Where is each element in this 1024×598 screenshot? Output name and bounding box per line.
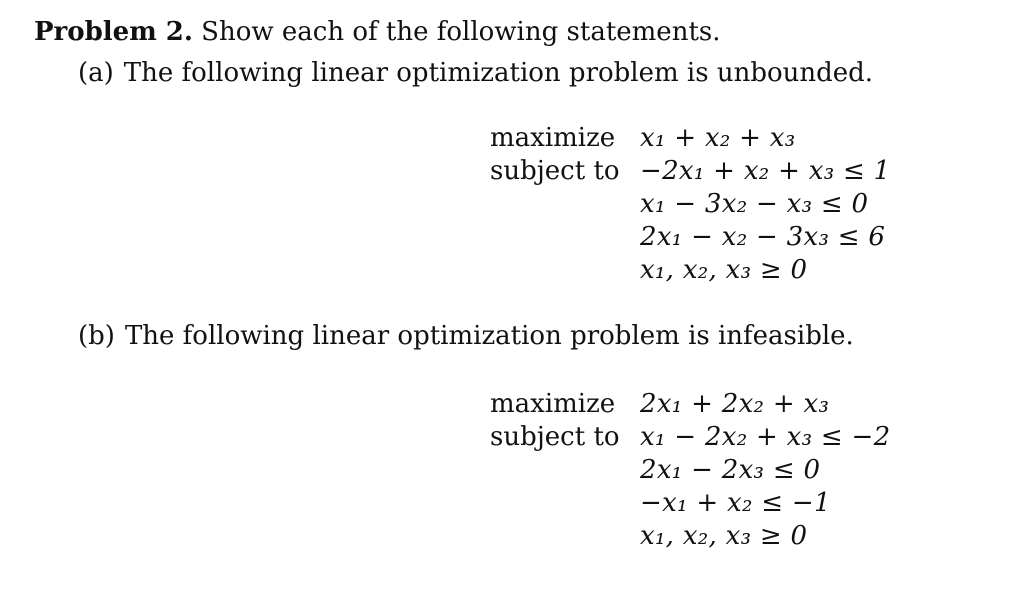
lp-b-constraint-row <box>490 487 890 520</box>
part-b-text: The following linear optimization problem is infeasible. <box>124 321 854 351</box>
lp-a-constraint-2: x₁ − 3x₂ − x₃ ≤ 0 <box>640 189 869 219</box>
lp-a-constraint-row <box>490 188 890 221</box>
lp-a-constraint-row <box>490 254 890 287</box>
lp-b-constraint-2: 2x₁ − 2x₃ ≤ 0 <box>640 455 821 485</box>
lp-a-subject-to-label: subject to <box>490 156 620 186</box>
lp-a-objective: x₁ + x₂ + x₃ <box>640 123 796 153</box>
lp-a <box>490 122 890 287</box>
problem-statement: Show each of the following statements. <box>201 17 721 47</box>
lp-b-constraint-row <box>490 520 890 553</box>
lp-b-constraint-row <box>490 421 890 454</box>
lp-b-objective-row <box>490 388 890 421</box>
lp-b-constraint-3: −x₁ + x₂ ≤ −1 <box>640 488 831 518</box>
lp-a-constraint-3: 2x₁ − x₂ − 3x₃ ≤ 6 <box>640 222 886 252</box>
lp-a-maximize-label: maximize <box>490 123 616 153</box>
lp-b-subject-to-label: subject to <box>490 422 620 452</box>
lp-b-constraint-1: x₁ − 2x₂ + x₃ ≤ −2 <box>640 422 891 452</box>
lp-b-objective: 2x₁ + 2x₂ + x₃ <box>640 389 830 419</box>
part-b-tag: (b) <box>78 321 115 351</box>
lp-b-constraint-row <box>490 454 890 487</box>
lp-a-nonnegativity: x₁, x₂, x₃ ≥ 0 <box>640 255 808 285</box>
part-b-statement <box>78 319 854 353</box>
problem-label: Problem 2. <box>34 17 193 47</box>
part-a-tag: (a) <box>78 58 114 88</box>
part-a-text: The following linear optimization problem is unbounded. <box>123 58 874 88</box>
lp-b <box>490 388 890 553</box>
lp-a-objective-row <box>490 122 890 155</box>
part-a-statement <box>78 56 873 90</box>
lp-b-maximize-label: maximize <box>490 389 616 419</box>
lp-a-constraint-1: −2x₁ + x₂ + x₃ ≤ 1 <box>640 156 891 186</box>
lp-a-constraint-row <box>490 155 890 188</box>
problem-heading <box>34 15 721 49</box>
lp-b-nonnegativity: x₁, x₂, x₃ ≥ 0 <box>640 521 808 551</box>
lp-a-constraint-row <box>490 221 890 254</box>
